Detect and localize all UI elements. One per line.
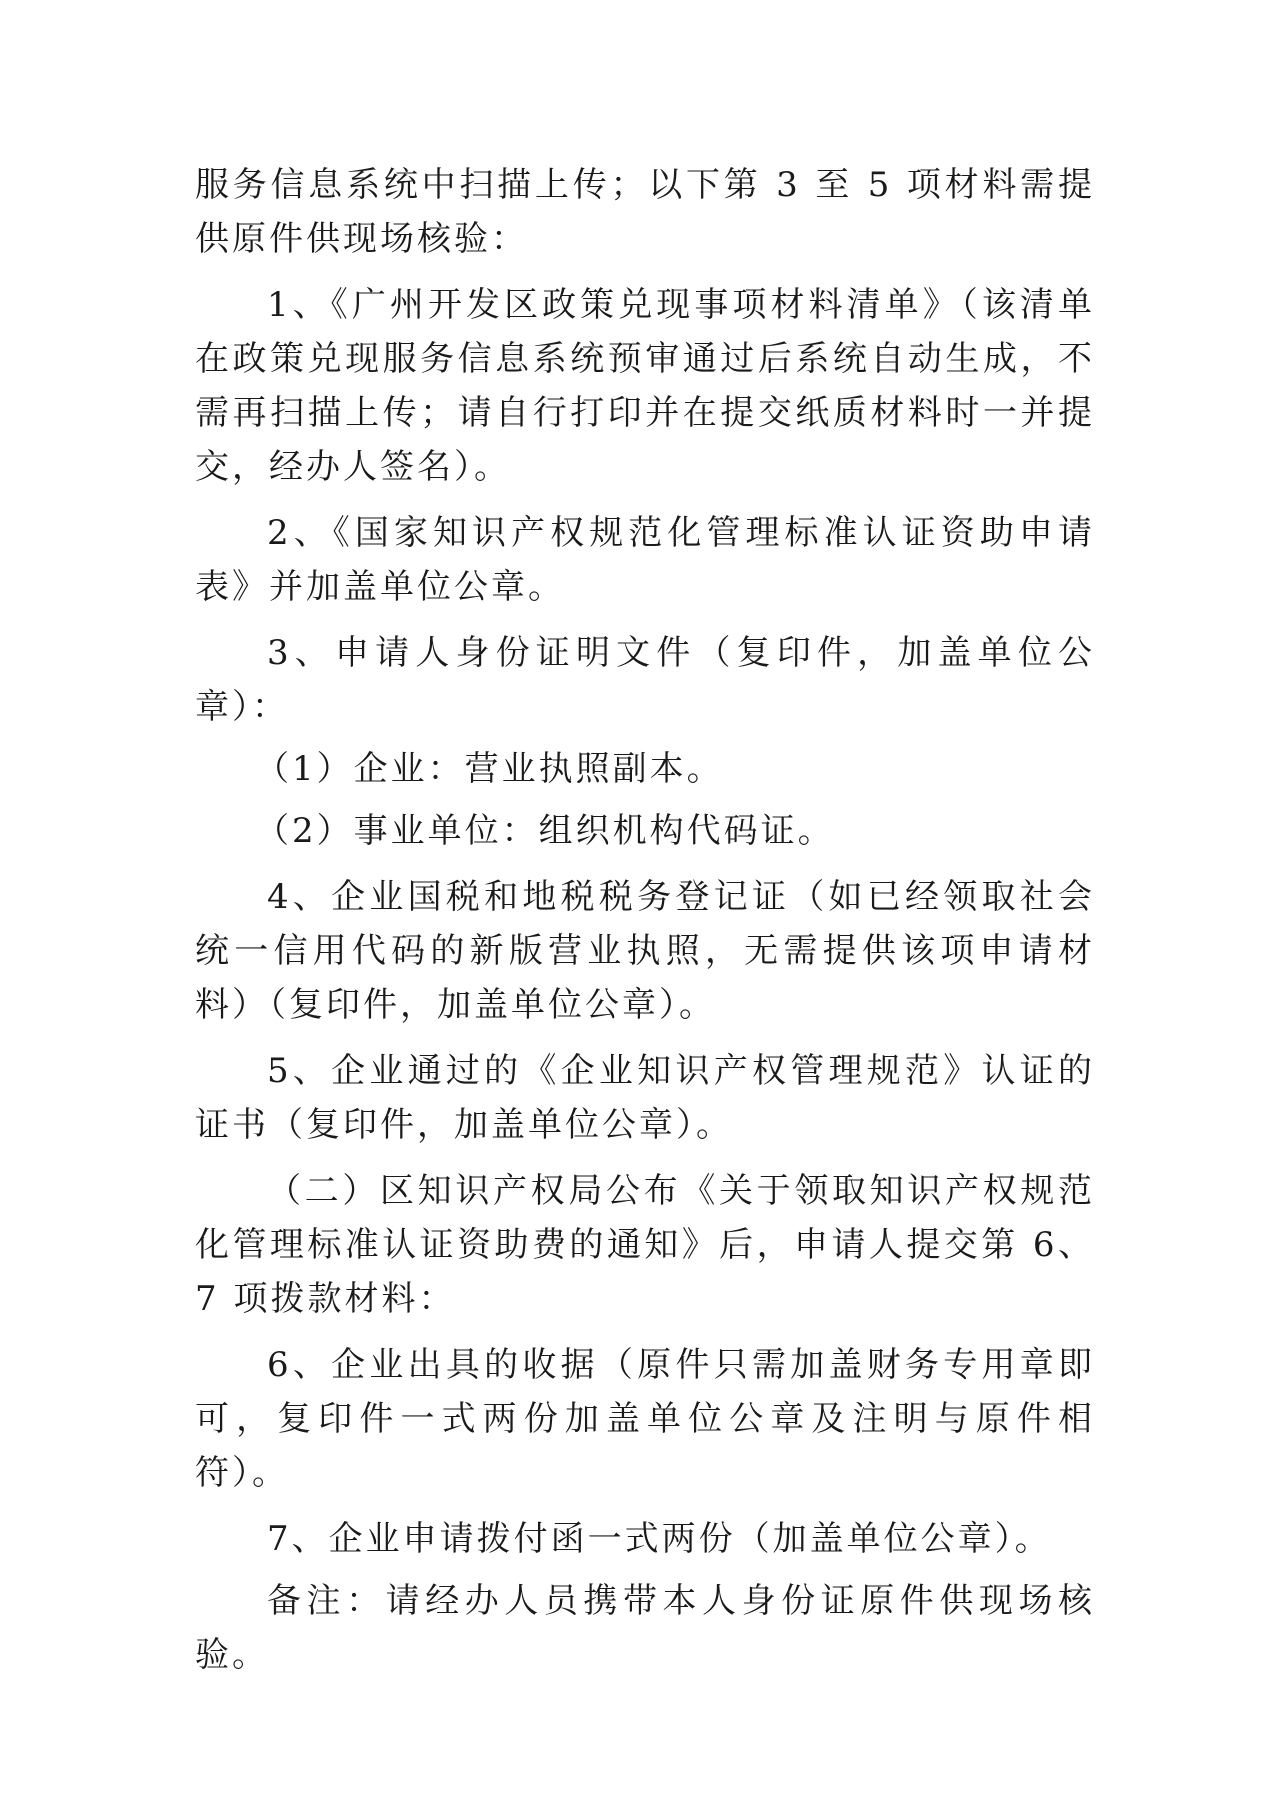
- paragraph-section-2: （二）区知识产权局公布《关于领取知识产权规范化管理标准认证资助费的通知》后，申请人提交第 6、7 项拨款材料：: [195, 1171, 1095, 1319]
- paragraph-item-4: 4、企业国税和地税税务登记证（如已经领取社会统一信用代码的新版营业执照，无需提供该项申请材料）（复印件，加盖单位公章）。: [195, 877, 1095, 1025]
- paragraph-item-6: 6、企业出具的收据（原件只需加盖财务专用章即可，复印件一式两份加盖单位公章及注明与原件相符）。: [195, 1345, 1095, 1493]
- paragraph-item-2: 2、《国家知识产权规范化管理标准认证资助申请表》并加盖单位公章。: [195, 513, 1095, 607]
- paragraph-item-3-1: （1）企业：营业执照副本。: [255, 749, 724, 789]
- paragraph-item-1: 1、《广州开发区政策兑现事项材料清单》（该清单在政策兑现服务信息系统预审通过后系统自动生成，不需再扫描上传；请自行打印并在提交纸质材料时一并提交，经办人签名）。: [195, 285, 1095, 487]
- document-body: [195, 158, 1095, 1694]
- paragraph-upload-note: 服务信息系统中扫描上传；以下第 3 至 5 项材料需提供原件供现场核验：: [195, 165, 1095, 259]
- paragraph-remark: 备注：请经办人员携带本人身份证原件供现场核验。: [195, 1581, 1095, 1675]
- paragraph-item-5: 5、企业通过的《企业知识产权管理规范》认证的证书（复印件，加盖单位公章）。: [195, 1051, 1095, 1145]
- paragraph-item-7: 7、企业申请拨付函一式两份（加盖单位公章）。: [267, 1519, 1052, 1559]
- paragraph-item-3: 3、申请人身份证明文件（复印件，加盖单位公章）：: [195, 633, 1095, 727]
- paragraph-item-3-2: （2）事业单位：组织机构代码证。: [255, 811, 835, 851]
